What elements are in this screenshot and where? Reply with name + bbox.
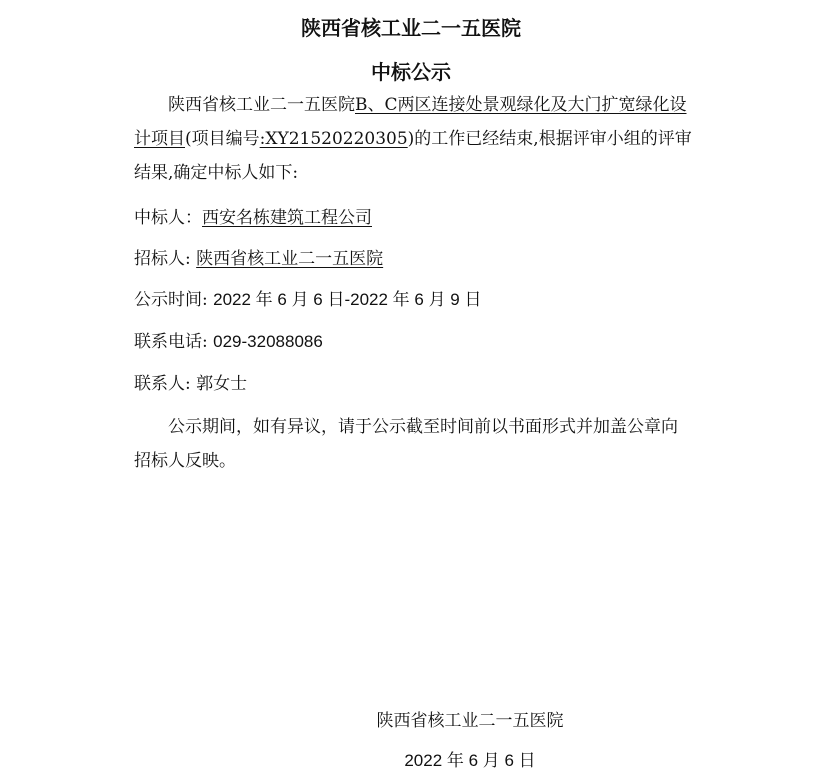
- winner-line: [134, 206, 372, 230]
- contact-label: 联系人:: [134, 374, 197, 394]
- org-title: 陕西省核工业二一五医院: [301, 16, 521, 40]
- winner-value: 西安名栋建筑工程公司: [202, 208, 372, 228]
- signature-date: 2022 年 6 月 6 日: [404, 751, 536, 770]
- intro-text-mid: (项目编号: [185, 129, 260, 149]
- intro-text-after: )的工作已经结束,根据评审小组的评审结果,确定中标人如下:: [134, 129, 692, 183]
- period-value: 2022 年 6 月 6 日-2022 年 6 月 9 日: [213, 290, 482, 309]
- intro-paragraph: [134, 88, 694, 190]
- phone-line: [134, 330, 323, 354]
- contact-value: 郭女士: [196, 374, 248, 394]
- phone-label: 联系电话:: [134, 332, 214, 352]
- period-line: [134, 288, 482, 312]
- intro-text-before: 陕西省核工业二一五医院: [168, 95, 355, 115]
- signature-org: 陕西省核工业二一五医院: [376, 711, 564, 731]
- tenderer-label: 招标人:: [134, 249, 197, 269]
- contact-line: [134, 372, 247, 396]
- project-number: :XY21520220305: [259, 129, 408, 149]
- winner-label: 中标人：: [134, 208, 202, 228]
- project-name: B、C两区连接处景观绿化及大门扩宽绿化设计项目: [134, 95, 687, 149]
- phone-value: 029-32088086: [213, 332, 323, 351]
- objection-text: 公示期间，如有异议，请于公示截至时间前以书面形式并加盖公章向招标人反映。: [134, 417, 678, 471]
- period-label: 公示时间:: [134, 290, 214, 310]
- tenderer-line: [134, 247, 383, 271]
- tenderer-value: 陕西省核工业二一五医院: [196, 249, 384, 269]
- notice-title: 中标公示: [371, 60, 451, 84]
- objection-paragraph: [134, 410, 694, 478]
